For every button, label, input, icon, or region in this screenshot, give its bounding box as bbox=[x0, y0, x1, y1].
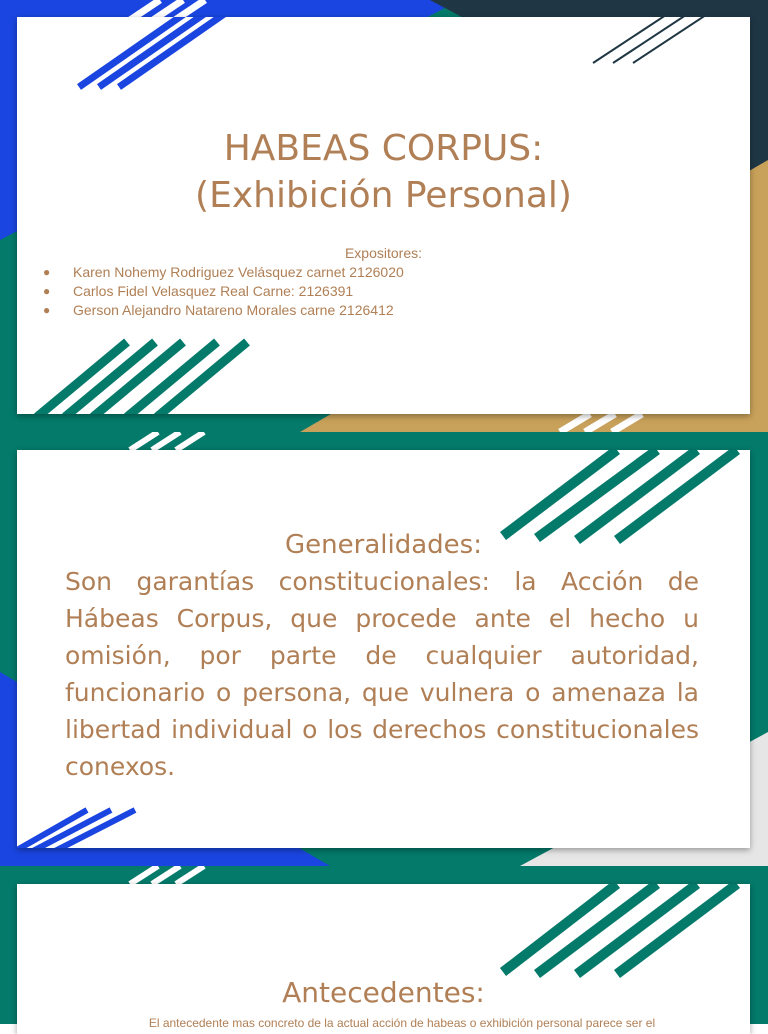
slide-3-card bbox=[17, 884, 750, 1034]
presenter-item bbox=[17, 263, 404, 282]
section-heading: Antecedentes: bbox=[282, 976, 485, 1009]
presenter-list bbox=[17, 263, 404, 320]
presenter-item bbox=[17, 282, 404, 301]
section-body: El antecedente mas concreto de la actual acción de habeas o exhibición personal parece ser el bbox=[148, 1016, 656, 1030]
bullet-icon: ● bbox=[43, 265, 51, 279]
presenter-name: Carlos Fidel Velasquez Real Carne: 2126391 bbox=[73, 283, 354, 299]
slide-2-card bbox=[17, 450, 750, 848]
slide-1-title-line-2: (Exhibición Personal) bbox=[195, 175, 572, 216]
bullet-icon: ● bbox=[43, 284, 51, 298]
presenter-name: Gerson Alejandro Natareno Morales carne 2126412 bbox=[73, 302, 394, 318]
bullet-icon: ● bbox=[43, 303, 51, 317]
section-heading: Generalidades: bbox=[285, 530, 482, 560]
presenter-name: Karen Nohemy Rodriguez Velásquez carnet 2126020 bbox=[73, 264, 404, 280]
stripe-decoration bbox=[17, 884, 750, 1034]
slide-1-title-line-1: HABEAS CORPUS: bbox=[223, 128, 544, 169]
presenter-item bbox=[17, 301, 404, 320]
presenters-heading: Expositores: bbox=[344, 245, 423, 261]
slide-1-card bbox=[17, 17, 750, 414]
section-body: Son garantías constitucionales: la Acción de Hábeas Corpus, que procede ante el hecho u omisión, por parte de cualquier autoridad, funcionario o persona, que vulnera o amenaza la libertad individual o los derechos constitucionales conexos. bbox=[65, 567, 699, 781]
